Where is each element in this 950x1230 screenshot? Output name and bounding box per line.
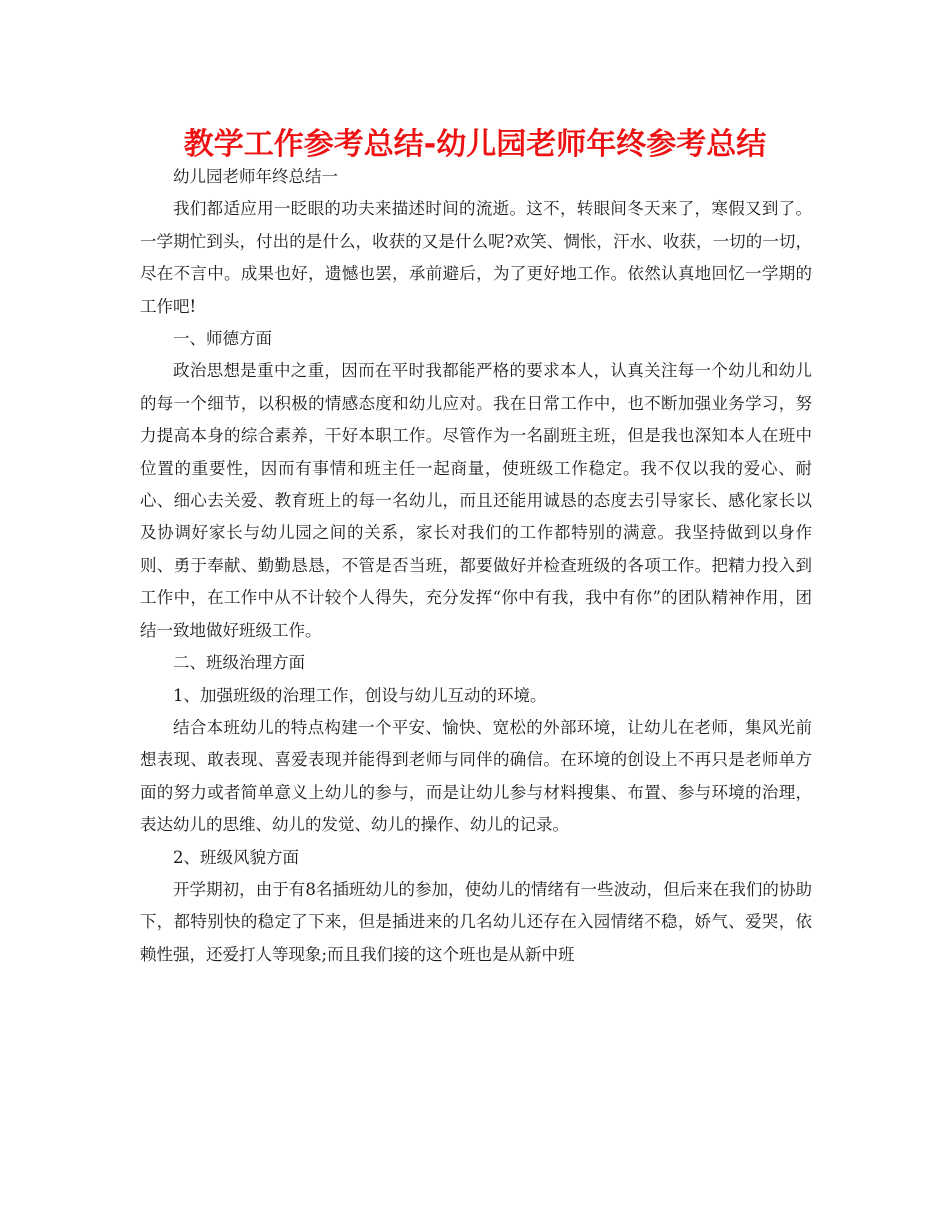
paragraph-environment: 结合本班幼儿的特点构建一个平安、愉快、宽松的外部环境，让幼儿在老师，集风光前想表现、敢表现、喜爱表现并能得到老师与同伴的确信。在环境的创设上不再只是老师单方面的努力或者简单意义上幼儿的参与，而是让幼儿参与材料搜集、布置、参与环境的治理，表达幼儿的思维、幼儿的发觉、幼儿的操作、幼儿的记录。: [140, 717, 812, 835]
subsection-heading-environment: 1、加强班级的治理工作，创设与幼儿互动的环境。: [173, 685, 547, 705]
document-body: [140, 161, 812, 971]
section-heading-class-management: 二、班级治理方面: [173, 653, 305, 673]
paragraph-class-style: 开学期初，由于有8名插班幼儿的参加，使幼儿的情绪有一些波动，但后来在我们的协助下，都特别快的稳定了下来，但是插进来的几名幼儿还存在入园情绪不稳，娇气、爱哭，依赖性强，还爱打人等现象;而且我们接的这个班也是从新中班: [140, 879, 812, 964]
paragraph-ethics: 政治思想是重中之重，因而在平时我都能严格的要求本人，认真关注每一个幼儿和幼儿的每一个细节，以积极的情感态度和幼儿应对。我在日常工作中，也不断加强业务学习，努力提高本身的综合素养，干好本职工作。尽管作为一名副班主班，但是我也深知本人在班中位置的重要性，因而有事情和班主任一起商量，使班级工作稳定。我不仅以我的爱心、耐心、细心去关爱、教育班上的每一名幼儿，而且还能用诚恳的态度去引导家长、感化家长以及协调好家长与幼儿园之间的关系，家长对我们的工作都特别的满意。我坚持做到以身作则、勇于奉献、勤勤恳恳，不管是否当班，都要做好并检查班级的各项工作。把精力投入到工作中，在工作中从不计较个人得失，充分发挥“你中有我，我中有你”的团队精神作用，团结一致地做好班级工作。: [140, 361, 812, 640]
document-title: 教学工作参考总结-幼儿园老师年终参考总结: [183, 127, 767, 162]
paragraph-intro: 我们都适应用一眨眼的功夫来描述时间的流逝。这不，转眼间冬天来了，寒假又到了。一学期忙到头，付出的是什么，收获的又是什么呢?欢笑、惆怅，汗水、收获，一切的一切，尽在不言中。成果也好，遗憾也罢，承前避后，为了更好地工作。依然认真地回忆一学期的工作吧!: [140, 199, 812, 316]
section-subtitle: 幼儿园老师年终总结一: [173, 167, 338, 186]
subsection-heading-class-style: 2、班级风貌方面: [173, 847, 299, 867]
section-heading-ethics: 一、师德方面: [173, 329, 272, 349]
